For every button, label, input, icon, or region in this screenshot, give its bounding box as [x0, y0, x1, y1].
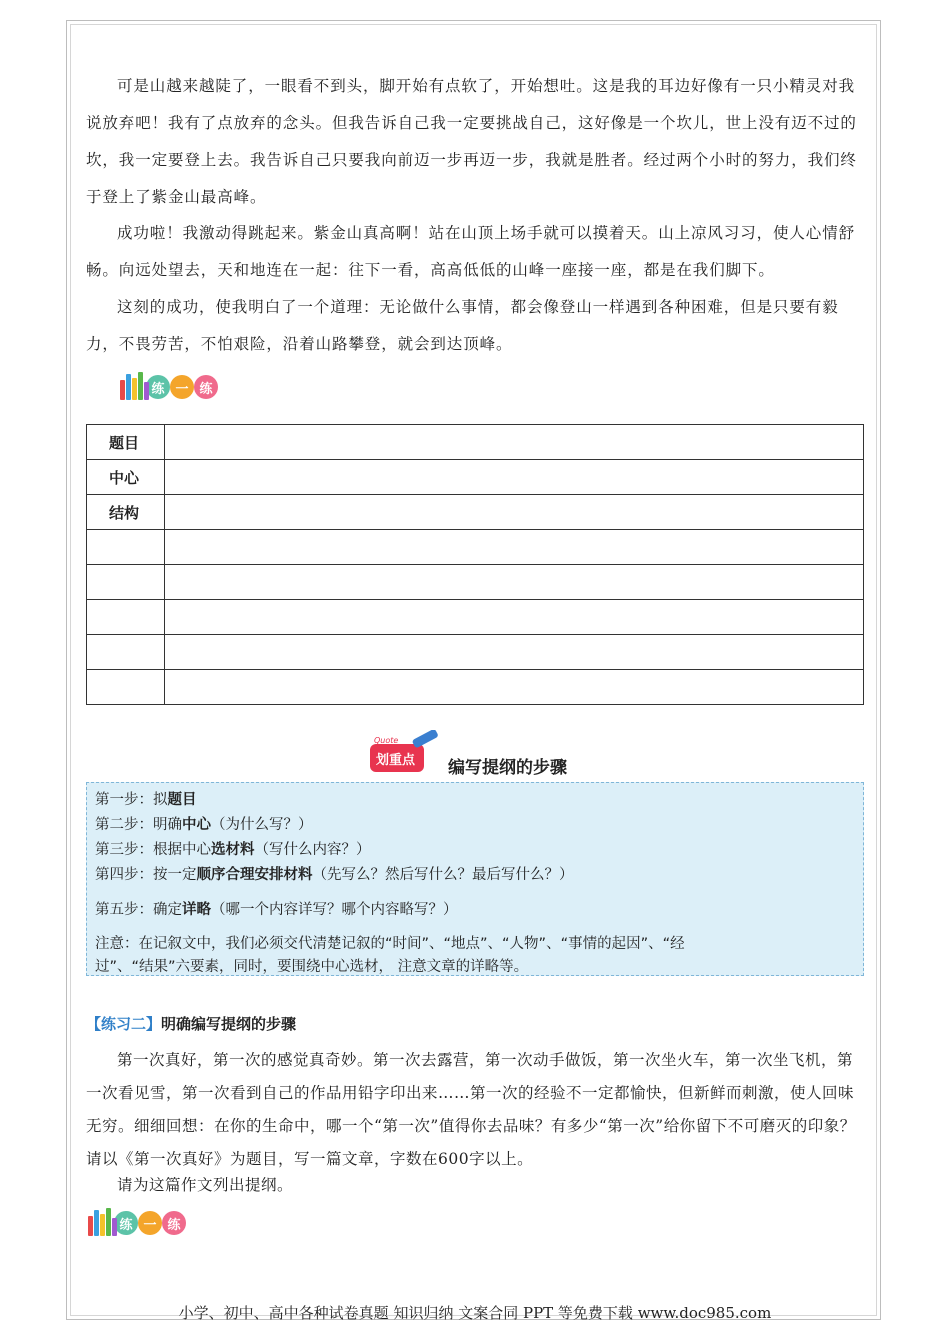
table-row [87, 495, 864, 530]
footer-text: 小学、初中、高中各种试卷真题 知识归纳 文案合同 PPT 等免费下载 www.doc985.com [178, 1304, 772, 1322]
key-points-heading [368, 728, 567, 780]
row-label [87, 565, 165, 600]
highlight-pen-icon [368, 730, 442, 780]
answer-cell[interactable] [165, 600, 864, 635]
story-paragraph-2: 成功啦！我激动得跳起来。紫金山真高啊！站在山顶上场手就可以摸着天。山上凉风习习，使人心情舒畅。向远处望去，天和地连在一起：往下一看，高高低低的山峰一座接一座，都是在我们脚下。 [86, 224, 856, 279]
step-3: 第三步：根据中心选材料（写什么内容？） [95, 842, 371, 858]
row-label [87, 670, 165, 705]
table-row [87, 635, 864, 670]
exercise2-instruction: 请为这篇作文列出提纲。 [117, 1176, 294, 1194]
table-row [87, 565, 864, 600]
table-row [87, 460, 864, 495]
table-row [87, 670, 864, 705]
practice-badge [118, 370, 218, 404]
answer-cell[interactable] [165, 670, 864, 705]
answer-cell[interactable] [165, 425, 864, 460]
key-badge-text: 划重点 [376, 753, 416, 768]
badge-char-3: 练 [194, 375, 218, 399]
badge-char-2: 一 [138, 1211, 162, 1235]
badge-char-3: 练 [162, 1211, 186, 1235]
exercise2-title: 明确编写提纲的步骤 [161, 1015, 297, 1033]
answer-cell[interactable] [165, 635, 864, 670]
exercise2-paragraph: 第一次真好，第一次的感觉真奇妙。第一次去露营，第一次动手做饭，第一次坐火车，第一次坐飞机，第一次看见雪，第一次看到自己的作品用铅字印出来……第一次的经验不一定都愉快，但新鲜而刺激，使人回味无穷。细细回想：在你的生命中，哪一个“第一次”值得你去品味？有多少“第一次”给你留下不可磨灭的印象？请以《第一次真好》为题目，写一篇文章，字数在600字以上。 [86, 1051, 856, 1168]
books-icon [118, 372, 148, 402]
table-row [87, 530, 864, 565]
exercise2-label: 【练习二】 [86, 1015, 162, 1033]
story-paragraph-3: 这刻的成功，使我明白了一个道理：无论做什么事情，都会像登山一样遇到各种困难，但是只要有毅力，不畏劳苦，不怕艰险，沿着山路攀登，就会到达顶峰。 [86, 298, 839, 353]
row-label [87, 530, 165, 565]
answer-cell[interactable] [165, 460, 864, 495]
badge-char-1: 练 [114, 1211, 138, 1235]
practice-badge-2 [86, 1206, 186, 1240]
answer-cell[interactable] [165, 530, 864, 565]
row-label: 中心 [87, 460, 165, 495]
step-5: 第五步：确定详略（哪一个内容详写？哪个内容略写？） [95, 902, 458, 918]
step-1: 第一步：拟题目 [95, 792, 197, 808]
note-line-1: 注意：在记叙文中，我们必须交代清楚记叙的“时间”、“地点”、“人物”、“事情的起因”、“经 [95, 936, 685, 952]
answer-cell[interactable] [165, 565, 864, 600]
key-points-title: 编写提纲的步骤 [448, 758, 567, 778]
row-label: 题目 [87, 425, 165, 460]
note-line-2: 过”、“结果”六要素，同时，要围绕中心选材， 注意文章的详略等。 [95, 959, 529, 975]
quote-text: Quote [374, 736, 399, 745]
badge-char-1: 练 [146, 375, 170, 399]
row-label [87, 635, 165, 670]
badge-char-2: 一 [170, 375, 194, 399]
books-icon [86, 1208, 116, 1238]
table-row [87, 425, 864, 460]
table-row [87, 600, 864, 635]
steps-box [86, 782, 864, 976]
exercise2-heading [86, 1013, 296, 1034]
answer-cell[interactable] [165, 495, 864, 530]
step-4: 第四步：按一定顺序合理安排材料（先写么？然后写什么？最后写什么？） [95, 867, 574, 883]
outline-table [86, 424, 864, 705]
story-paragraph-1: 可是山越来越陡了，一眼看不到头，脚开始有点软了，开始想吐。这是我的耳边好像有一只小精灵对我说放弃吧！我有了点放弃的念头。但我告诉自己我一定要挑战自己，这好像是一个坎儿，世上没有迈不过的坎，我一定要登上去。我告诉自己只要我向前迈一步再迈一步，我就是胜者。经过两个小时的努力，我们终于登上了紫金山最高峰。 [86, 77, 857, 206]
row-label: 结构 [87, 495, 165, 530]
row-label [87, 600, 165, 635]
step-2: 第二步：明确中心（为什么写？） [95, 817, 313, 833]
